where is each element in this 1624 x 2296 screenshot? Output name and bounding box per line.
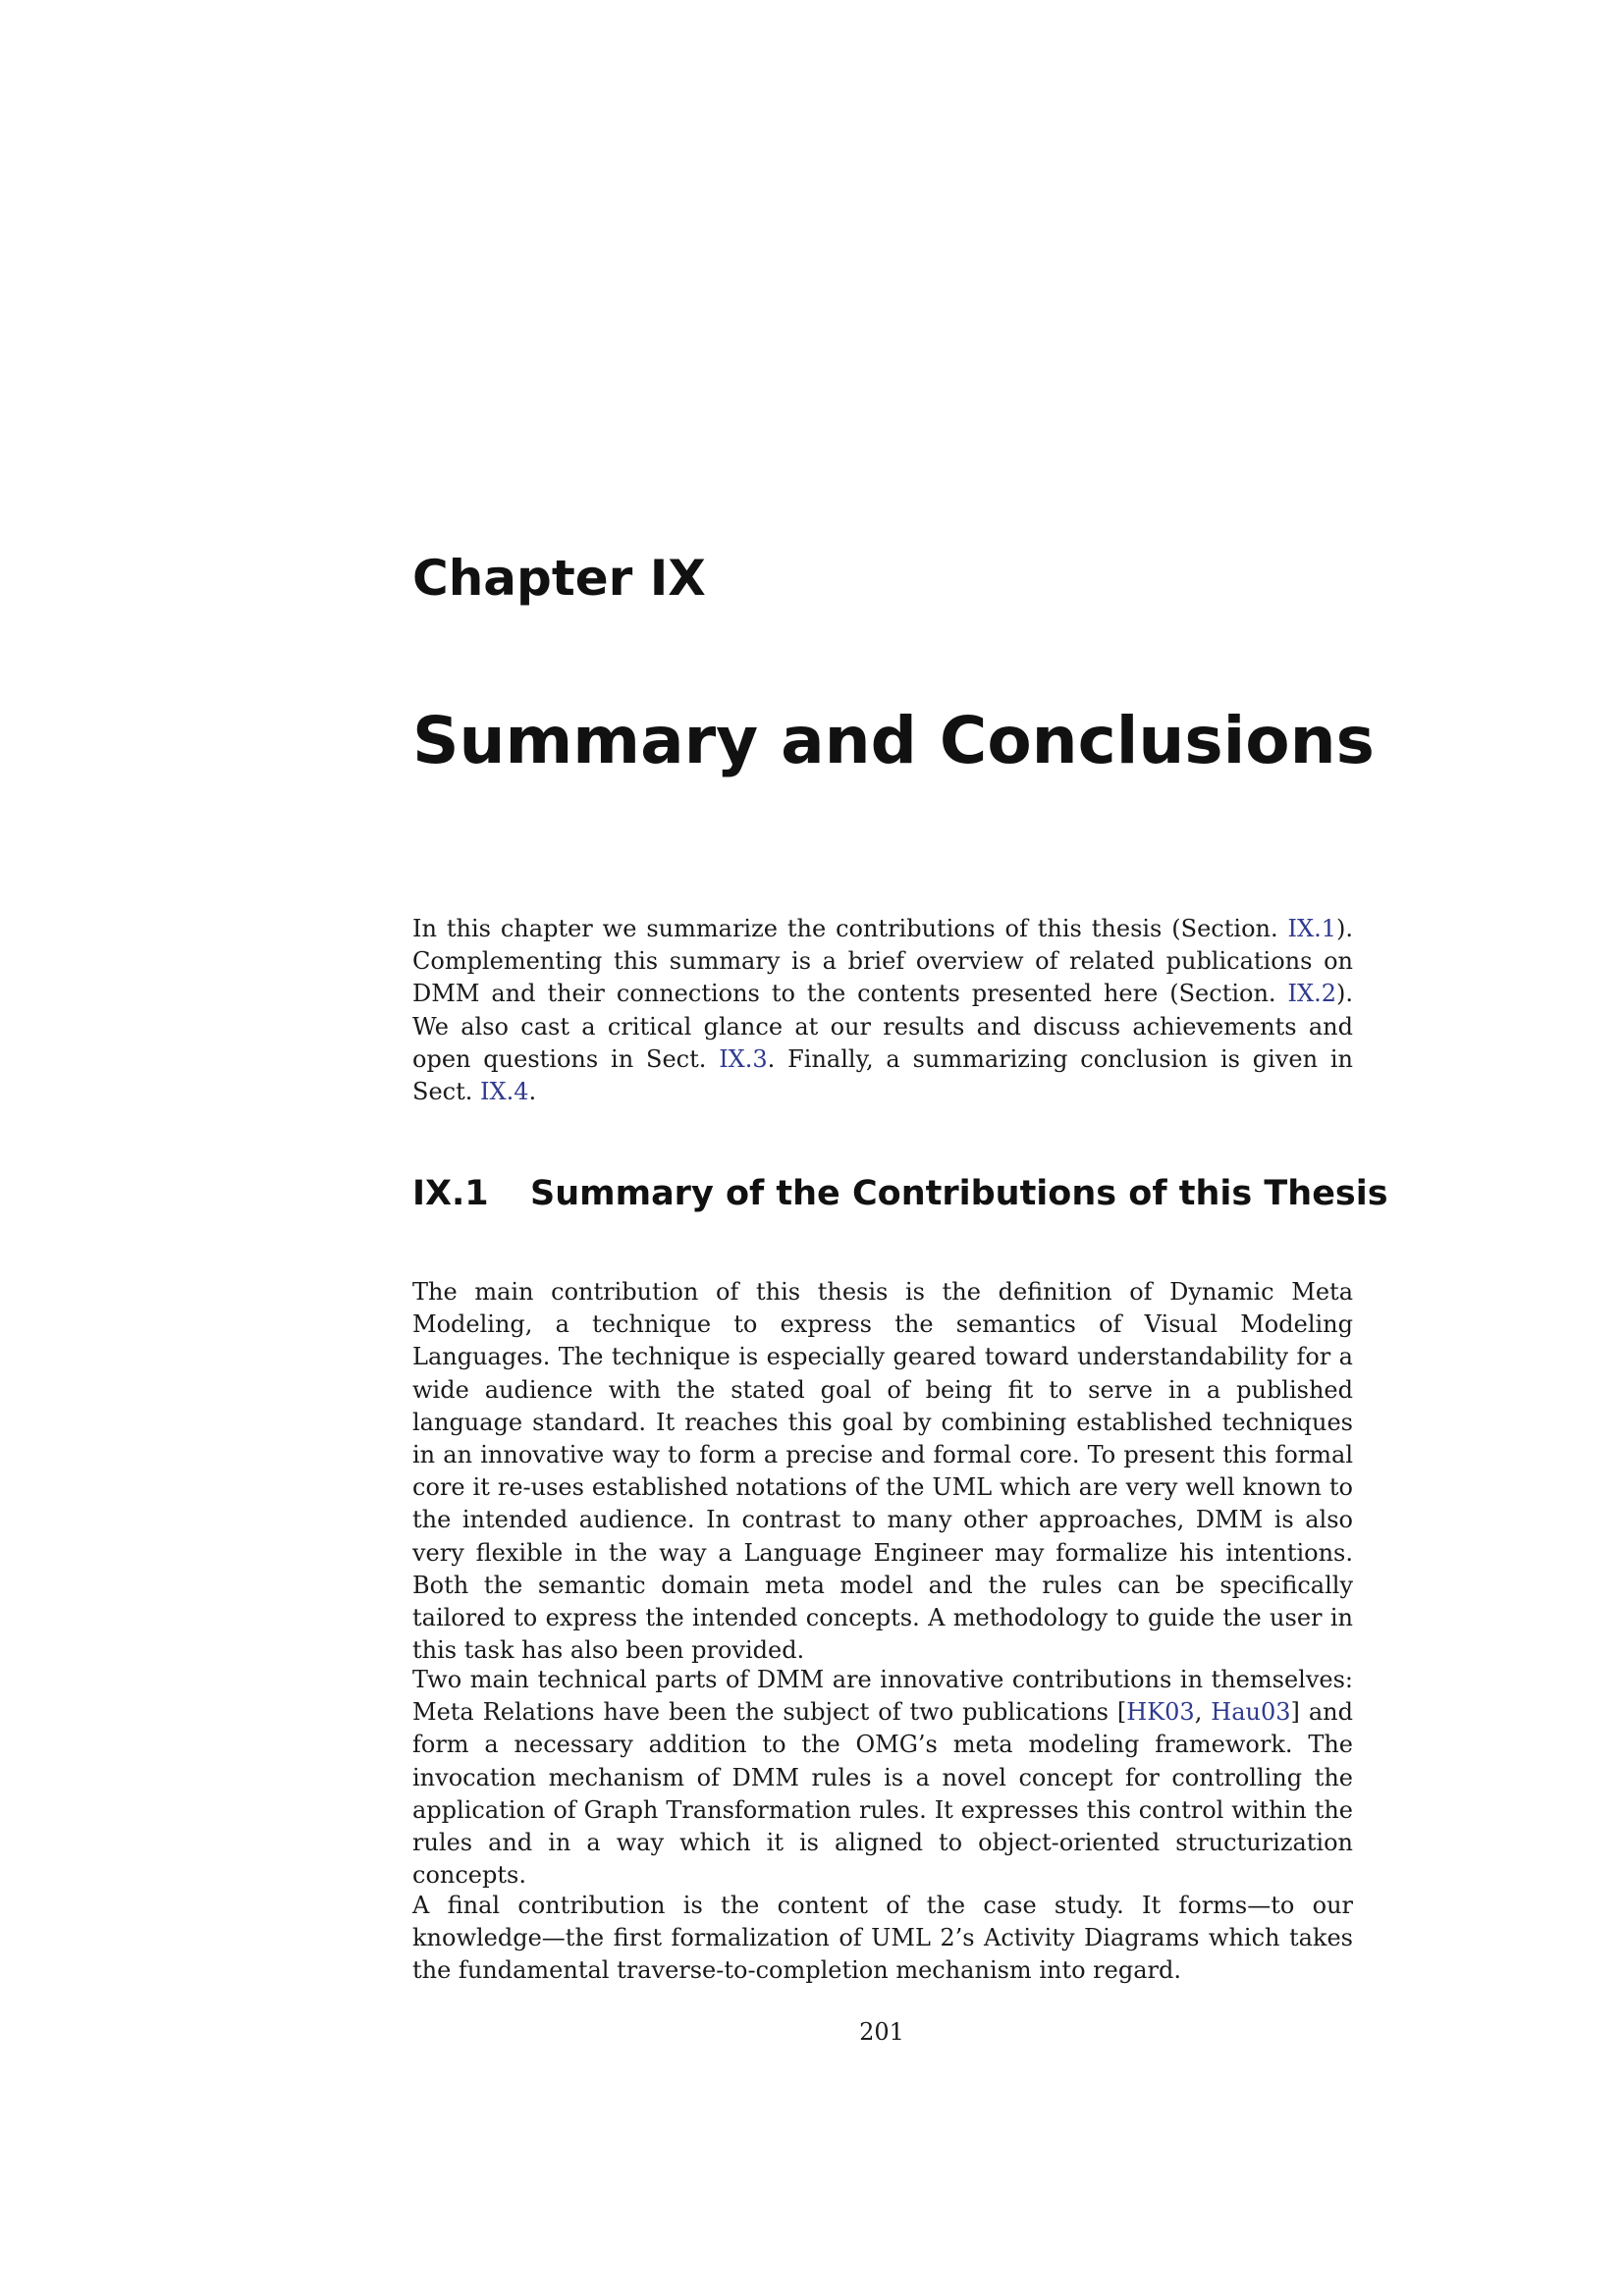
- body-block-2: [412, 1664, 1353, 1892]
- intro-text-3: ). We also cast a critical glance at our results and discuss achievements and open questions in Sect.: [412, 980, 1353, 1073]
- intro-paragraph: [412, 913, 1353, 1108]
- body-paragraph-3: A final contribution is the content of the case study. It forms—to our knowledge—the first formalization of UML 2’s Activity Diagrams which takes the fundamental traverse-to-completion mechanism into regard.: [412, 1892, 1353, 1985]
- citation-hk03[interactable]: HK03: [1126, 1698, 1195, 1727]
- section-number: IX.1: [412, 1174, 489, 1213]
- citation-hau03[interactable]: Hau03: [1211, 1698, 1291, 1727]
- body-p2-text-1: Two main technical parts of DMM are innovative contributions in themselves: Meta Relations have been the subject of two publications [: [412, 1666, 1353, 1727]
- body-block-3: [412, 1890, 1353, 1988]
- section-ref-ix3[interactable]: IX.3: [719, 1044, 768, 1073]
- page-number: 201: [859, 2018, 904, 2046]
- chapter-title: Summary and Conclusions: [412, 703, 1375, 778]
- body-paragraph-2: [412, 1664, 1353, 1892]
- section-ref-ix1[interactable]: IX.1: [1287, 915, 1336, 942]
- intro-text-2: ). Complementing this summary is a brief overview of related publications on DMM and their connections to the contents presented here (Section.: [412, 915, 1353, 1008]
- intro-block: [412, 913, 1353, 1108]
- body-paragraph-1: The main contribution of this thesis is the definition of Dynamic Meta Modeling, a technique to express the semantics of Visual Modeling Languages. The technique is especially geared toward understandability for a wide audience with the stated goal of being fit to serve in a published language standard. It reaches this goal by combining established techniques in an innovative way to form a precise and formal core. To present this formal core it re-uses established notations of the UML which are very well known to the intended audience. In contrast to many other approaches, DMM is also very flexible in the way a Language Engineer may formalize his intentions. Both the semantic domain meta model and the rules can be specifically tailored to express the intended concepts. A methodology to guide the user in this task has also been provided.: [412, 1278, 1353, 1665]
- chapter-label: Chapter IX: [412, 550, 706, 607]
- section-ref-ix2[interactable]: IX.2: [1287, 980, 1336, 1008]
- section-title: Summary of the Contributions of this Thesis: [530, 1174, 1388, 1213]
- body-p2-text-2: ,: [1194, 1698, 1212, 1727]
- body-block-1: [412, 1276, 1353, 1667]
- intro-text-4: . Finally, a summarizing conclusion is given in Sect.: [412, 1044, 1353, 1106]
- section-heading: [412, 1174, 1388, 1213]
- body-p2-text-3: ] and form a necessary addition to the OMG’s meta modeling framework. The invocation mechanism of DMM rules is a novel concept for controlling the application of Graph Transformation rules. It expresses this control within the rules and in a way which it is aligned to object-oriented structurization concepts.: [412, 1698, 1353, 1890]
- intro-text-5: .: [528, 1078, 537, 1106]
- section-ref-ix4[interactable]: IX.4: [480, 1078, 529, 1106]
- intro-text-1: In this chapter we summarize the contributions of this thesis (Section.: [412, 915, 1288, 942]
